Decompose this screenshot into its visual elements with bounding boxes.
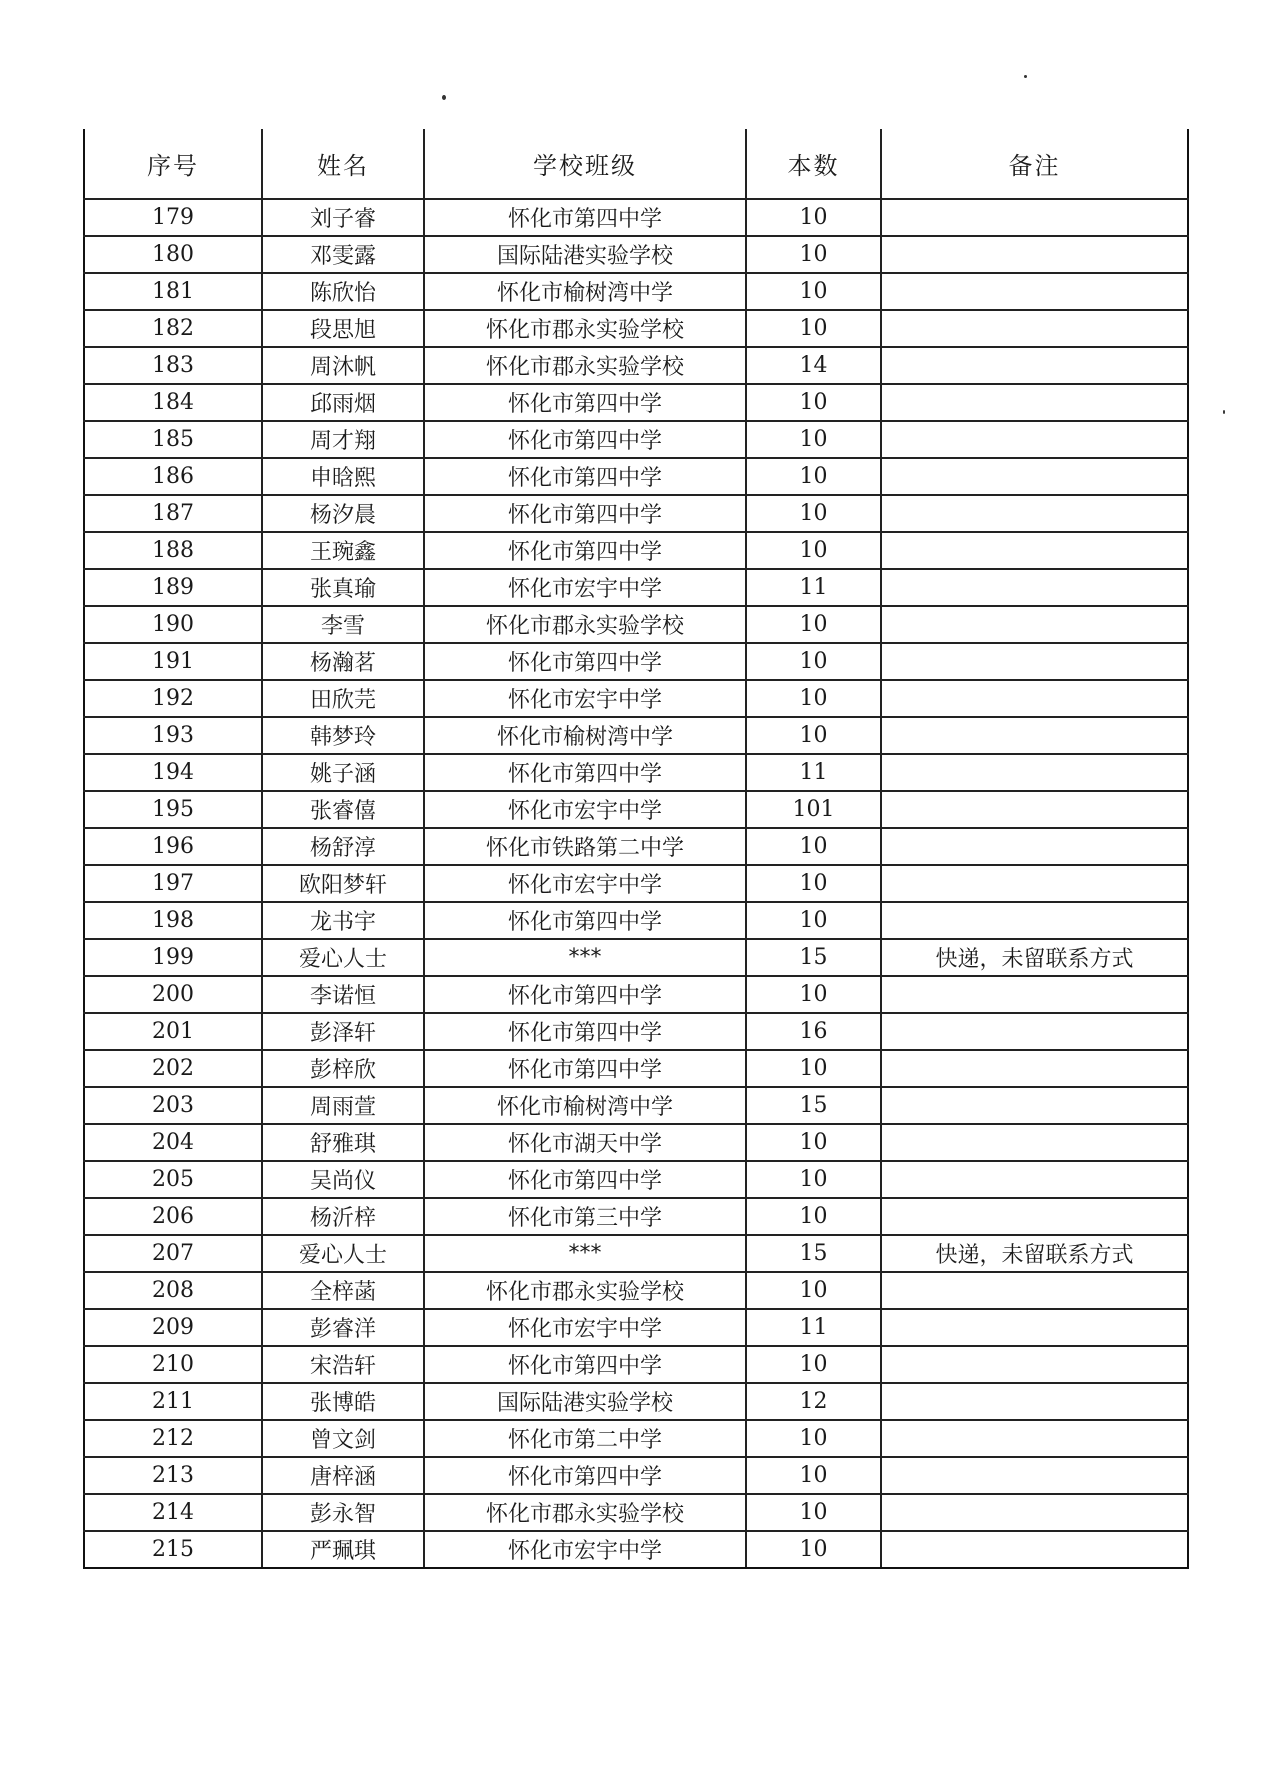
cell-book-count: 10 — [746, 273, 881, 310]
table-row — [84, 458, 1188, 495]
cell-book-count: 10 — [746, 199, 881, 236]
cell-school-class: 怀化市郡永实验学校 — [424, 1272, 746, 1309]
cell-remarks — [881, 1087, 1188, 1124]
cell-name: 曾文剑 — [262, 1420, 424, 1457]
cell-name: 姚子涵 — [262, 754, 424, 791]
cell-name: 周才翔 — [262, 421, 424, 458]
cell-serial: 200 — [84, 976, 262, 1013]
cell-book-count: 10 — [746, 495, 881, 532]
table-row — [84, 828, 1188, 865]
cell-book-count: 10 — [746, 1161, 881, 1198]
cell-book-count: 14 — [746, 347, 881, 384]
cell-name: 韩梦玲 — [262, 717, 424, 754]
cell-remarks: 快递，未留联系方式 — [881, 1235, 1188, 1272]
cell-serial: 185 — [84, 421, 262, 458]
cell-serial: 205 — [84, 1161, 262, 1198]
cell-school-class: 怀化市郡永实验学校 — [424, 606, 746, 643]
header-serial: 序号 — [84, 129, 262, 199]
table-row — [84, 1531, 1188, 1568]
cell-book-count: 10 — [746, 421, 881, 458]
cell-name: 杨瀚茗 — [262, 643, 424, 680]
table-row — [84, 1457, 1188, 1494]
cell-book-count: 10 — [746, 1346, 881, 1383]
cell-school-class: 怀化市第二中学 — [424, 1420, 746, 1457]
cell-serial: 194 — [84, 754, 262, 791]
cell-name: 李雪 — [262, 606, 424, 643]
table-row — [84, 680, 1188, 717]
cell-school-class: 怀化市第三中学 — [424, 1198, 746, 1235]
cell-remarks — [881, 1420, 1188, 1457]
table-row — [84, 976, 1188, 1013]
cell-remarks — [881, 1272, 1188, 1309]
table-row — [84, 199, 1188, 236]
cell-name: 欧阳梦轩 — [262, 865, 424, 902]
cell-school-class: 国际陆港实验学校 — [424, 236, 746, 273]
cell-school-class: 怀化市第四中学 — [424, 532, 746, 569]
cell-school-class: 怀化市宏宇中学 — [424, 865, 746, 902]
cell-school-class: 怀化市第四中学 — [424, 458, 746, 495]
cell-serial: 211 — [84, 1383, 262, 1420]
cell-name: 张博皓 — [262, 1383, 424, 1420]
cell-remarks — [881, 495, 1188, 532]
cell-school-class: 怀化市第四中学 — [424, 643, 746, 680]
cell-school-class: 怀化市宏宇中学 — [424, 1309, 746, 1346]
table-row — [84, 1124, 1188, 1161]
cell-remarks — [881, 976, 1188, 1013]
cell-name: 严珮琪 — [262, 1531, 424, 1568]
table-row — [84, 1235, 1188, 1272]
cell-school-class: 怀化市第四中学 — [424, 1457, 746, 1494]
table-row — [84, 902, 1188, 939]
scan-speck — [1024, 75, 1027, 78]
cell-book-count: 10 — [746, 1124, 881, 1161]
table-row — [84, 236, 1188, 273]
cell-name: 周沐帆 — [262, 347, 424, 384]
cell-book-count: 10 — [746, 1198, 881, 1235]
table-row — [84, 717, 1188, 754]
cell-serial: 193 — [84, 717, 262, 754]
cell-remarks — [881, 1309, 1188, 1346]
cell-name: 爱心人士 — [262, 939, 424, 976]
cell-remarks — [881, 199, 1188, 236]
table-row — [84, 939, 1188, 976]
cell-book-count: 10 — [746, 828, 881, 865]
table-row — [84, 421, 1188, 458]
cell-remarks — [881, 1198, 1188, 1235]
cell-name: 邓雯露 — [262, 236, 424, 273]
cell-book-count: 11 — [746, 569, 881, 606]
cell-remarks — [881, 1494, 1188, 1531]
cell-remarks — [881, 421, 1188, 458]
cell-serial: 180 — [84, 236, 262, 273]
cell-name: 刘子睿 — [262, 199, 424, 236]
cell-book-count: 10 — [746, 680, 881, 717]
cell-serial: 183 — [84, 347, 262, 384]
cell-school-class: 怀化市宏宇中学 — [424, 791, 746, 828]
table-row — [84, 1346, 1188, 1383]
cell-name: 吴尚仪 — [262, 1161, 424, 1198]
cell-serial: 206 — [84, 1198, 262, 1235]
cell-book-count: 10 — [746, 384, 881, 421]
cell-book-count: 10 — [746, 865, 881, 902]
cell-school-class: 怀化市第四中学 — [424, 1346, 746, 1383]
cell-school-class: *** — [424, 939, 746, 976]
cell-serial: 191 — [84, 643, 262, 680]
cell-school-class: 怀化市第四中学 — [424, 384, 746, 421]
cell-school-class: 怀化市第四中学 — [424, 421, 746, 458]
cell-serial: 204 — [84, 1124, 262, 1161]
cell-name: 宋浩轩 — [262, 1346, 424, 1383]
cell-remarks — [881, 236, 1188, 273]
cell-school-class: 怀化市第四中学 — [424, 1050, 746, 1087]
cell-school-class: 怀化市第四中学 — [424, 1013, 746, 1050]
table-row — [84, 754, 1188, 791]
cell-name: 周雨萱 — [262, 1087, 424, 1124]
cell-serial: 201 — [84, 1013, 262, 1050]
cell-remarks — [881, 717, 1188, 754]
cell-serial: 197 — [84, 865, 262, 902]
cell-book-count: 12 — [746, 1383, 881, 1420]
cell-name: 张睿僖 — [262, 791, 424, 828]
cell-name: 彭梓欣 — [262, 1050, 424, 1087]
cell-book-count: 10 — [746, 606, 881, 643]
cell-serial: 210 — [84, 1346, 262, 1383]
cell-name: 唐梓涵 — [262, 1457, 424, 1494]
table-row — [84, 1309, 1188, 1346]
cell-remarks — [881, 458, 1188, 495]
cell-book-count: 10 — [746, 1050, 881, 1087]
cell-book-count: 10 — [746, 976, 881, 1013]
table-row — [84, 865, 1188, 902]
cell-remarks — [881, 1531, 1188, 1568]
cell-remarks — [881, 902, 1188, 939]
cell-name: 杨舒淳 — [262, 828, 424, 865]
cell-name: 全梓菡 — [262, 1272, 424, 1309]
table-row — [84, 384, 1188, 421]
cell-serial: 192 — [84, 680, 262, 717]
cell-name: 田欣芫 — [262, 680, 424, 717]
cell-book-count: 10 — [746, 1494, 881, 1531]
header-school-class: 学校班级 — [424, 129, 746, 199]
cell-remarks — [881, 1457, 1188, 1494]
cell-serial: 190 — [84, 606, 262, 643]
cell-name: 段思旭 — [262, 310, 424, 347]
cell-serial: 181 — [84, 273, 262, 310]
cell-serial: 203 — [84, 1087, 262, 1124]
cell-book-count: 10 — [746, 1531, 881, 1568]
table-row — [84, 1161, 1188, 1198]
cell-remarks — [881, 1013, 1188, 1050]
cell-remarks — [881, 865, 1188, 902]
table-row — [84, 1050, 1188, 1087]
cell-remarks — [881, 1124, 1188, 1161]
cell-school-class: *** — [424, 1235, 746, 1272]
cell-serial: 213 — [84, 1457, 262, 1494]
cell-school-class: 国际陆港实验学校 — [424, 1383, 746, 1420]
table-row — [84, 1013, 1188, 1050]
scan-speck — [442, 95, 446, 100]
cell-serial: 179 — [84, 199, 262, 236]
cell-book-count: 10 — [746, 310, 881, 347]
header-remarks: 备注 — [881, 129, 1188, 199]
cell-book-count: 101 — [746, 791, 881, 828]
table-header-row — [84, 129, 1188, 199]
cell-book-count: 11 — [746, 1309, 881, 1346]
cell-remarks — [881, 384, 1188, 421]
cell-name: 王琬鑫 — [262, 532, 424, 569]
cell-remarks — [881, 828, 1188, 865]
cell-name: 彭睿洋 — [262, 1309, 424, 1346]
cell-remarks — [881, 791, 1188, 828]
cell-book-count: 10 — [746, 1457, 881, 1494]
cell-remarks — [881, 754, 1188, 791]
cell-serial: 209 — [84, 1309, 262, 1346]
cell-school-class: 怀化市第四中学 — [424, 976, 746, 1013]
cell-school-class: 怀化市铁路第二中学 — [424, 828, 746, 865]
cell-name: 舒雅琪 — [262, 1124, 424, 1161]
cell-remarks — [881, 1161, 1188, 1198]
cell-name: 彭泽轩 — [262, 1013, 424, 1050]
cell-remarks — [881, 643, 1188, 680]
cell-remarks — [881, 606, 1188, 643]
table-row — [84, 1420, 1188, 1457]
cell-school-class: 怀化市第四中学 — [424, 495, 746, 532]
cell-school-class: 怀化市第四中学 — [424, 199, 746, 236]
cell-book-count: 10 — [746, 1420, 881, 1457]
cell-school-class: 怀化市第四中学 — [424, 754, 746, 791]
table-row — [84, 1272, 1188, 1309]
cell-school-class: 怀化市宏宇中学 — [424, 680, 746, 717]
cell-serial: 212 — [84, 1420, 262, 1457]
cell-name: 杨沂梓 — [262, 1198, 424, 1235]
cell-name: 龙书宇 — [262, 902, 424, 939]
cell-remarks — [881, 310, 1188, 347]
table-row — [84, 532, 1188, 569]
cell-school-class: 怀化市郡永实验学校 — [424, 1494, 746, 1531]
cell-serial: 189 — [84, 569, 262, 606]
cell-name: 申晗熙 — [262, 458, 424, 495]
table-row — [84, 791, 1188, 828]
cell-school-class: 怀化市宏宇中学 — [424, 569, 746, 606]
cell-name: 张真瑜 — [262, 569, 424, 606]
cell-serial: 195 — [84, 791, 262, 828]
cell-book-count: 10 — [746, 236, 881, 273]
table-row — [84, 643, 1188, 680]
table-row — [84, 1087, 1188, 1124]
cell-serial: 207 — [84, 1235, 262, 1272]
cell-book-count: 11 — [746, 754, 881, 791]
cell-remarks — [881, 1383, 1188, 1420]
cell-book-count: 10 — [746, 458, 881, 495]
table-row — [84, 1198, 1188, 1235]
cell-school-class: 怀化市郡永实验学校 — [424, 347, 746, 384]
table-row — [84, 273, 1188, 310]
cell-name: 邱雨烟 — [262, 384, 424, 421]
cell-serial: 215 — [84, 1531, 262, 1568]
cell-remarks — [881, 532, 1188, 569]
cell-name: 杨汐晨 — [262, 495, 424, 532]
cell-book-count: 10 — [746, 1272, 881, 1309]
cell-serial: 198 — [84, 902, 262, 939]
table-row — [84, 495, 1188, 532]
cell-serial: 199 — [84, 939, 262, 976]
cell-remarks — [881, 1346, 1188, 1383]
cell-remarks — [881, 680, 1188, 717]
cell-remarks — [881, 1050, 1188, 1087]
cell-name: 彭永智 — [262, 1494, 424, 1531]
scan-speck — [1223, 410, 1225, 414]
cell-serial: 188 — [84, 532, 262, 569]
cell-name: 李诺恒 — [262, 976, 424, 1013]
cell-school-class: 怀化市榆树湾中学 — [424, 1087, 746, 1124]
cell-book-count: 10 — [746, 532, 881, 569]
cell-book-count: 16 — [746, 1013, 881, 1050]
cell-serial: 186 — [84, 458, 262, 495]
cell-school-class: 怀化市宏宇中学 — [424, 1531, 746, 1568]
cell-book-count: 15 — [746, 1235, 881, 1272]
table-row — [84, 347, 1188, 384]
table-row — [84, 569, 1188, 606]
cell-serial: 182 — [84, 310, 262, 347]
cell-school-class: 怀化市第四中学 — [424, 1161, 746, 1198]
header-name: 姓名 — [262, 129, 424, 199]
cell-remarks: 快递，未留联系方式 — [881, 939, 1188, 976]
header-book-count: 本数 — [746, 129, 881, 199]
cell-school-class: 怀化市第四中学 — [424, 902, 746, 939]
table-row — [84, 606, 1188, 643]
cell-book-count: 10 — [746, 643, 881, 680]
table-row — [84, 310, 1188, 347]
cell-remarks — [881, 273, 1188, 310]
cell-remarks — [881, 569, 1188, 606]
cell-school-class: 怀化市郡永实验学校 — [424, 310, 746, 347]
cell-serial: 202 — [84, 1050, 262, 1087]
cell-name: 爱心人士 — [262, 1235, 424, 1272]
cell-serial: 187 — [84, 495, 262, 532]
cell-school-class: 怀化市湖天中学 — [424, 1124, 746, 1161]
cell-book-count: 10 — [746, 717, 881, 754]
table-row — [84, 1383, 1188, 1420]
cell-serial: 208 — [84, 1272, 262, 1309]
cell-school-class: 怀化市榆树湾中学 — [424, 273, 746, 310]
cell-remarks — [881, 347, 1188, 384]
cell-name: 陈欣怡 — [262, 273, 424, 310]
cell-serial: 214 — [84, 1494, 262, 1531]
cell-serial: 184 — [84, 384, 262, 421]
table-body — [84, 199, 1188, 1568]
cell-book-count: 15 — [746, 939, 881, 976]
table-row — [84, 1494, 1188, 1531]
cell-school-class: 怀化市榆树湾中学 — [424, 717, 746, 754]
donation-table — [83, 129, 1189, 1569]
cell-book-count: 15 — [746, 1087, 881, 1124]
cell-book-count: 10 — [746, 902, 881, 939]
cell-serial: 196 — [84, 828, 262, 865]
